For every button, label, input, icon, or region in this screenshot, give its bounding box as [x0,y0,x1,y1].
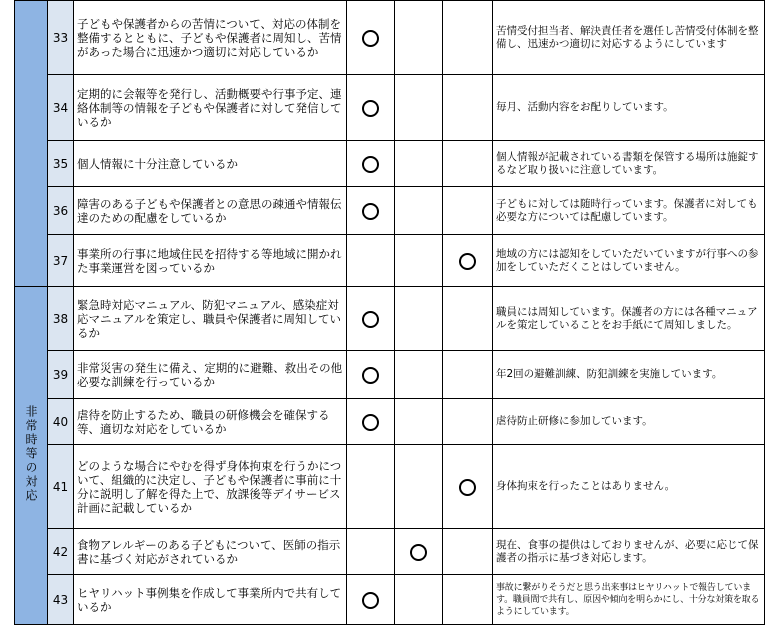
category-label: 非常時等の対応 [24,404,38,503]
answer-cell-3 [443,141,493,187]
answer-cell-3 [443,351,493,399]
item-number: 33 [48,1,74,75]
item-number: 42 [48,529,74,575]
answer-cell-2 [395,75,443,141]
comment-text: 事故に繋がりそうだと思う出来事はヒヤリハットで報告しています。職員間で共有し、原因や傾向を明らかにし、十分な対策を取るようにしています。 [493,575,765,625]
comment-text: 地域の方には認知をしていただいていますが行事への参加をしていただくことはしていません。 [493,235,765,287]
comment-text: 苦情受付担当者、解決責任者を選任し苦情受付体制を整備し、迅速かつ適切に対応するようにしています [493,1,765,75]
comment-text: 虐待防止研修に参加しています。 [493,399,765,445]
answer-cell-3 [443,529,493,575]
table-row [15,351,765,399]
comment-text: 子どもに対しては随時行っています。保護者に対しても必要な方については配慮しています。 [493,187,765,235]
table-row [15,235,765,287]
circle-mark-icon [362,156,379,173]
circle-mark-icon [459,479,476,496]
item-number: 39 [48,351,74,399]
table-row [15,1,765,75]
circle-mark-icon [362,414,379,431]
answer-cell-2 [395,351,443,399]
table-row [15,141,765,187]
question-text: 緊急時対応マニュアル、防犯マニュアル、感染症対応マニュアルを策定し、職員や保護者に周知しているか [74,287,347,351]
answer-cell-1 [347,1,395,75]
question-text: 食物アレルギーのある子どもについて、医師の指示書に基づく対応がされているか [74,529,347,575]
answer-cell-2 [395,575,443,625]
answer-cell-2 [395,141,443,187]
item-number: 41 [48,445,74,529]
answer-cell-2 [395,529,443,575]
question-text: 定期的に会報等を発行し、活動概要や行事予定、連絡体制等の情報を子どもや保護者に対して発信しているか [74,75,347,141]
answer-cell-3 [443,399,493,445]
answer-cell-1 [347,235,395,287]
answer-cell-3 [443,1,493,75]
answer-cell-1 [347,399,395,445]
answer-cell-3 [443,235,493,287]
question-text: 非常災害の発生に備え、定期的に避難、救出その他必要な訓練を行っているか [74,351,347,399]
table-row [15,445,765,529]
answer-cell-1 [347,445,395,529]
circle-mark-icon [410,544,427,561]
comment-text: 現在、食事の提供はしておりませんが、必要に応じて保護者の指示に基づき対応します。 [493,529,765,575]
question-text: 虐待を防止するため、職員の研修機会を確保する等、適切な対応をしているか [74,399,347,445]
table-row [15,287,765,351]
question-text: どのような場合にやむを得ず身体拘束を行うかについて、組織的に決定し、子どもや保護者に事前に十分に説明し了解を得た上で、放課後等デイサービス計画に記載しているか [74,445,347,529]
answer-cell-2 [395,399,443,445]
answer-cell-3 [443,287,493,351]
comment-text: 毎月、活動内容をお配りしています。 [493,75,765,141]
answer-cell-2 [395,1,443,75]
table-body [15,1,765,625]
circle-mark-icon [362,203,379,220]
comment-text: 職員には周知しています。保護者の方には各種マニュアルを策定していることをお手紙にて周知しました。 [493,287,765,351]
circle-mark-icon [362,311,379,328]
comment-text: 身体拘束を行ったことはありません。 [493,445,765,529]
answer-cell-2 [395,287,443,351]
answer-cell-1 [347,351,395,399]
question-text: 事業所の行事に地域住民を招待する等地域に開かれた事業運営を図っているか [74,235,347,287]
category-cell [15,1,48,287]
question-text: ヒヤリハット事例集を作成して事業所内で共有しているか [74,575,347,625]
item-number: 35 [48,141,74,187]
circle-mark-icon [362,100,379,117]
self-evaluation-table [14,0,765,625]
question-text: 子どもや保護者からの苦情について、対応の体制を整備するとともに、子どもや保護者に周知し、苦情があった場合に迅速かつ適切に対応しているか [74,1,347,75]
answer-cell-1 [347,287,395,351]
table-row [15,187,765,235]
answer-cell-1 [347,141,395,187]
item-number: 37 [48,235,74,287]
answer-cell-2 [395,187,443,235]
circle-mark-icon [362,30,379,47]
answer-cell-1 [347,187,395,235]
answer-cell-3 [443,187,493,235]
item-number: 40 [48,399,74,445]
table-row [15,75,765,141]
circle-mark-icon [362,592,379,609]
answer-cell-1 [347,575,395,625]
answer-cell-3 [443,75,493,141]
table-row [15,399,765,445]
table-row [15,529,765,575]
answer-cell-3 [443,575,493,625]
question-text: 個人情報に十分注意しているか [74,141,347,187]
answer-cell-1 [347,75,395,141]
circle-mark-icon [459,253,476,270]
answer-cell-3 [443,445,493,529]
comment-text: 個人情報が記載されている書類を保管する場所は施錠するなど取り扱いに注意しています。 [493,141,765,187]
item-number: 38 [48,287,74,351]
item-number: 43 [48,575,74,625]
comment-text: 年2回の避難訓練、防犯訓練を実施しています。 [493,351,765,399]
answer-cell-2 [395,235,443,287]
item-number: 34 [48,75,74,141]
answer-cell-2 [395,445,443,529]
item-number: 36 [48,187,74,235]
question-text: 障害のある子どもや保護者との意思の疎通や情報伝達のための配慮をしているか [74,187,347,235]
circle-mark-icon [362,367,379,384]
answer-cell-1 [347,529,395,575]
table-row [15,575,765,625]
category-cell [15,287,48,625]
